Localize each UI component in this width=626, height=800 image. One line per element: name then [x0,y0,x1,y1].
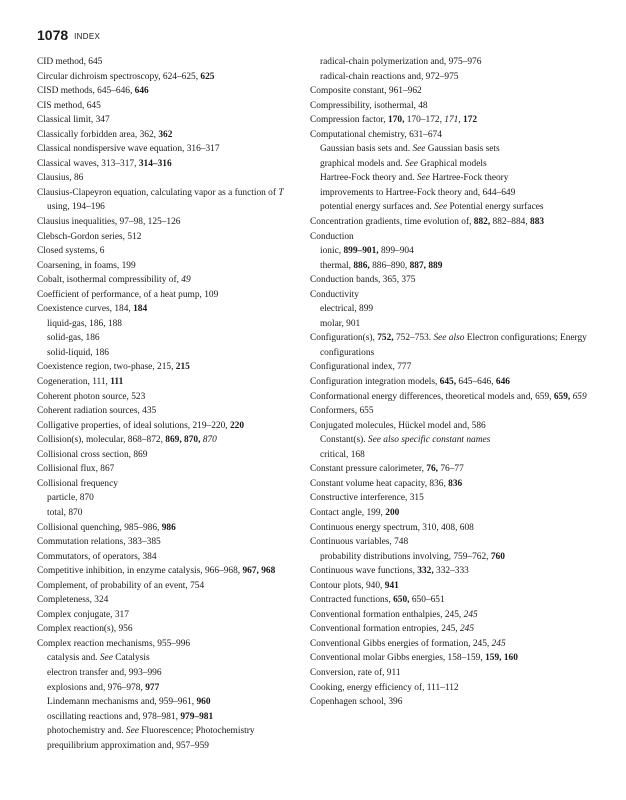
entry-text: using, 194–196 [47,202,105,213]
entry-text: Collisional cross section, 869 [37,449,148,460]
entry-text: Conventional formation enthalpies, 245, [310,609,464,620]
index-entry [37,637,299,652]
index-entry [37,448,299,463]
index-subentry [37,739,299,754]
entry-text: Clausius-Clapeyron equation, calculating vapor as a function of [37,187,279,198]
entry-text: thermal, [320,260,354,271]
index-entry [310,375,595,390]
entry-text: Clausius inequalities, 97–98, 125–126 [37,217,181,228]
entry-text: Contour plots, 940, [310,580,385,591]
entry-text: oscillating reactions and, 978–981, [47,711,181,722]
entry-text: 646 [495,377,510,388]
entry-text: 171, [444,115,461,126]
entry-text: Electron configurations; Energy configurations [320,333,587,358]
index-entry [37,84,299,99]
entry-text: Constant pressure calorimeter, [310,464,427,475]
index-entry [310,462,595,477]
index-entry [37,302,299,317]
entry-text: 883 [530,217,545,228]
entry-text: 332, [417,566,434,577]
entry-text: liquid-gas, 186, 188 [47,318,122,329]
entry-text: 979–981 [180,711,214,722]
index-subentry [37,506,299,521]
entry-text: Collisional quenching, 985–986, [37,522,162,533]
entry-text: 170, [388,115,405,126]
entry-text: probability distributions involving, 759–762, [320,551,491,562]
index-entry [37,215,299,230]
entry-text: Classical limit, 347 [37,115,110,126]
entry-text: 646 [134,86,149,97]
entry-text: Hartree-Fock theory and. [320,173,417,184]
index-subentry [310,142,595,157]
index-entry [310,521,595,536]
entry-text: solid-gas, 186 [47,333,100,344]
entry-text: Conformational energy differences, theoretical models and, 659, [310,391,554,402]
entry-text: Constructive interference, 315 [310,493,424,504]
entry-text: 977 [145,682,160,693]
entry-text: 887, 889 [409,260,443,271]
entry-text: Contracted functions, [310,595,394,606]
index-subentry [310,259,595,274]
index-subentry [310,433,595,448]
index-entry [37,579,299,594]
entry-text: Configuration integration models, [310,377,440,388]
entry-text: Coefficient of performance, of a heat pump, 109 [37,289,219,300]
entry-text: See [404,158,418,169]
entry-text: 960 [196,697,211,708]
index-subentry [310,200,595,215]
index-subentry [310,157,595,172]
entry-text: Gaussian basis sets [425,144,500,155]
index-entry [310,651,595,666]
entry-text: 76–77 [437,464,464,475]
index-entry [37,622,299,637]
entry-text: 645, [439,377,457,388]
entry-text: 220 [229,420,245,431]
index-subentry [37,317,299,332]
entry-text: Circular dichroism spectroscopy, 624–625, [37,71,201,82]
entry-text: 215 [175,362,190,373]
index-subentry [310,302,595,317]
index-entry [37,608,299,623]
entry-text: 184 [133,304,148,315]
entry-text: See [434,202,448,213]
entry-text: Conjugated molecules, Hückel model and, 586 [310,420,486,431]
entry-text: Continuous variables, 748 [310,537,409,548]
entry-text: total, 870 [47,507,83,518]
index-entry [310,622,595,637]
entry-text: ionic, [320,246,344,257]
index-entry [37,433,299,448]
index-entry [37,230,299,245]
entry-text: Completeness, 324 [37,595,109,606]
entry-text: See [416,173,430,184]
entry-text: Collisional frequency [37,478,118,489]
entry-text: Constant(s). [320,435,368,446]
entry-text: Coherent photon source, 523 [37,391,146,402]
index-subentry [310,550,595,565]
entry-text: 899–901, [343,246,379,257]
index-entry [310,593,595,608]
entry-text: Concentration gradients, time evolution of, [310,217,474,228]
entry-text: Constant volume heat capacity, 836, [310,478,449,489]
index-entry [310,419,595,434]
entry-text: CIS method, 645 [37,100,101,111]
entry-text: Composite constant, 961–962 [310,86,422,97]
index-subentry [37,710,299,725]
index-entry [37,521,299,536]
index-entry [37,171,299,186]
entry-text: electrical, 899 [320,304,374,315]
entry-text: potential energy surfaces and. [320,202,435,213]
index-entry [37,477,299,492]
index-subentry [37,695,299,710]
index-entry [310,84,595,99]
entry-text: See also [433,333,465,344]
entry-text: Compressibility, isothermal, 48 [310,100,428,111]
index-subentry [37,491,299,506]
entry-text: Coexistence curves, 184, [37,304,134,315]
index-column-left [37,55,299,753]
index-entry [37,288,299,303]
entry-text: 886–890, [369,260,410,271]
entry-text: Conformers, 655 [310,406,374,417]
entry-text: Potential energy surfaces [447,202,544,213]
entry-text: See [99,653,113,664]
index-entry [37,113,299,128]
index-subentry [37,724,299,739]
entry-text: 659 [572,391,587,402]
index-entry [37,186,299,215]
entry-text: Conventional molar Gibbs energies, 158–159, [310,653,486,664]
entry-text: 836 [448,478,463,489]
entry-text: 752–753. [393,333,434,344]
entry-text: Conversion, rate of, 911 [310,667,401,678]
entry-text: Compression factor, [310,115,388,126]
entry-text: Collision(s), molecular, 868–872, [37,435,166,446]
entry-text: Classically forbidden area, 362, [37,129,159,140]
index-entry [310,491,595,506]
entry-text: Complex reaction(s), 956 [37,624,133,635]
index-entry [310,128,595,143]
entry-text: 869, 870, [165,435,201,446]
index-entry [310,695,595,710]
entry-text: Gaussian basis sets and. [320,144,413,155]
entry-text: Conduction bands, 365, 375 [310,275,416,286]
entry-text: 870 [202,435,217,446]
entry-text: Coarsening, in foams, 199 [37,260,136,271]
entry-text: 245 [463,609,478,620]
index-entry [310,564,595,579]
entry-text: Conventional Gibbs energies of formation, 245, [310,638,492,649]
entry-text: radical-chain polymerization and, 975–976 [320,57,482,67]
entry-text: 625 [200,71,215,82]
entry-text: 760 [490,551,505,562]
entry-text: Cooking, energy efficiency of, 111–112 [310,682,459,693]
entry-text: prequilibrium approximation and, 957–959 [47,740,209,751]
entry-text: critical, 168 [320,449,365,460]
entry-text: Catalysis [112,653,150,664]
entry-text: Fluorescence; Photochemistry [138,726,255,737]
entry-text: 899–904 [378,246,414,257]
index-entry [310,360,595,375]
index-entry [37,244,299,259]
entry-text: 882–884, [490,217,531,228]
entry-text: 170–172, [404,115,445,126]
entry-text: Configurational index, 777 [310,362,412,373]
index-entry [310,390,595,405]
index-entry [37,390,299,405]
entry-text: See [412,144,426,155]
entry-text: Colligative properties, of ideal solutions, 219–220, [37,420,230,431]
index-entry [310,535,595,550]
entry-text: 362 [158,129,173,140]
entry-text: catalysis and. [47,653,100,664]
index-entry [310,637,595,652]
page-number: 1078 [37,27,69,43]
index-entry [310,230,595,245]
index-subentry [310,186,595,201]
index-entry [37,535,299,550]
index-entry [310,99,595,114]
entry-text: Configuration(s), [310,333,378,344]
index-entry [310,404,595,419]
index-entry [37,70,299,85]
entry-text: 245 [491,638,506,649]
index-entry [37,375,299,390]
index-entry [37,142,299,157]
index-subentry [37,666,299,681]
index-subentry [310,55,595,70]
entry-text: 882, [473,217,491,228]
entry-text: Conduction [310,231,354,242]
entry-text: 111 [110,377,124,388]
index-entry [37,419,299,434]
index-subentry [37,681,299,696]
index-entry [310,113,595,128]
index-subentry [37,346,299,361]
entry-text: photochemistry and. [47,726,126,737]
entry-text: Classical waves, 313–317, [37,158,139,169]
index-entry [310,331,595,360]
entry-text: Complex conjugate, 317 [37,609,129,620]
entry-text: 159, 160 [485,653,518,664]
entry-text: 659, [553,391,571,402]
index-entry [310,666,595,681]
entry-text: explosions and, 976–978, [47,682,146,693]
index-subentry [310,171,595,186]
entry-text: Copenhagen school, 396 [310,697,403,708]
entry-text: Conventional formation entropies, 245, [310,624,460,635]
entry-text: See also specific constant names [367,435,491,446]
entry-text: particle, 870 [47,493,94,504]
index-subentry [310,244,595,259]
index-entry [37,128,299,143]
entry-text: Clebsch-Gordon series, 512 [37,231,142,242]
entry-text: Coexistence region, two-phase, 215, [37,362,176,373]
index-subentry [310,317,595,332]
entry-text: T [278,187,284,198]
index-column-right [310,55,595,710]
entry-text: Graphical models [417,158,487,169]
index-entry [37,404,299,419]
entry-text: Conductivity [310,289,359,300]
index-entry [37,564,299,579]
entry-text: 172 [463,115,478,126]
index-entry [310,579,595,594]
entry-text: Cobalt, isothermal compressibility of, [37,275,182,286]
entry-text: Competitive inhibition, in enzyme catalysis, 966–968, [37,566,243,577]
page-header [37,27,100,45]
entry-text: Classical nondispersive wave equation, 316–317 [37,144,220,155]
entry-text: Complex reaction mechanisms, 955–996 [37,638,191,649]
index-entry [37,273,299,288]
index-subentry [37,331,299,346]
index-entry [37,462,299,477]
index-entry [37,99,299,114]
entry-text: 650, [393,595,410,606]
section-label: INDEX [74,32,101,41]
index-entry [37,259,299,274]
index-subentry [37,651,299,666]
entry-text: Continuous wave functions, [310,566,418,577]
entry-text: 245 [459,624,475,635]
entry-text: improvements to Hartree-Fock theory and, 644–649 [320,187,516,198]
entry-text: CID method, 645 [37,57,103,67]
entry-text: Closed systems, 6 [37,246,105,257]
index-subentry [310,448,595,463]
entry-text: 200 [385,507,400,518]
entry-text: 332–333 [433,566,469,577]
index-entry [37,360,299,375]
entry-text: Complement, of probability of an event, 754 [37,580,205,591]
entry-text: 886, [353,260,370,271]
entry-text: 986 [161,522,176,533]
entry-text: 941 [384,580,399,591]
entry-text: 49 [181,275,191,286]
entry-text: molar, 901 [320,318,361,329]
index-entry [310,477,595,492]
index-entry [310,273,595,288]
entry-text: Coherent radiation sources, 435 [37,406,157,417]
entry-text: solid-liquid, 186 [47,347,109,358]
index-entry [310,215,595,230]
entry-text: Continuous energy spectrum, 310, 408, 608 [310,522,474,533]
entry-text: Cogeneration, 111, [37,377,111,388]
index-entry [310,288,595,303]
index-entry [310,681,595,696]
entry-text: CISD methods, 645–646, [37,86,135,97]
entry-text: Commutators, of operators, 384 [37,551,157,562]
index-entry [37,550,299,565]
index-entry [37,157,299,172]
entry-text: radical-chain reactions and, 972–975 [320,71,459,82]
entry-text: Contact angle, 199, [310,507,386,518]
index-entry [37,593,299,608]
entry-text: 314–316 [138,158,172,169]
entry-text: 967, 968 [242,566,276,577]
entry-text: Hartree-Fock theory [429,173,509,184]
entry-text: Computational chemistry, 631–674 [310,129,442,140]
entry-text: 645–646, [456,377,496,388]
entry-text: 752, [377,333,394,344]
index-entry [310,506,595,521]
entry-text: electron transfer and, 993–996 [47,667,162,678]
entry-text: graphical models and. [320,158,405,169]
index-entry [310,608,595,623]
entry-text: 650–651 [409,595,445,606]
entry-text: Collisional flux, 867 [37,464,115,475]
entry-text: See [125,726,139,737]
index-subentry [310,70,595,85]
entry-text: Clausius, 86 [37,173,84,184]
entry-text: Lindemann mechanisms and, 959–961, [47,697,197,708]
index-entry [37,55,299,70]
entry-text: 76, [426,464,438,475]
entry-text: Commutation relations, 383–385 [37,537,161,548]
